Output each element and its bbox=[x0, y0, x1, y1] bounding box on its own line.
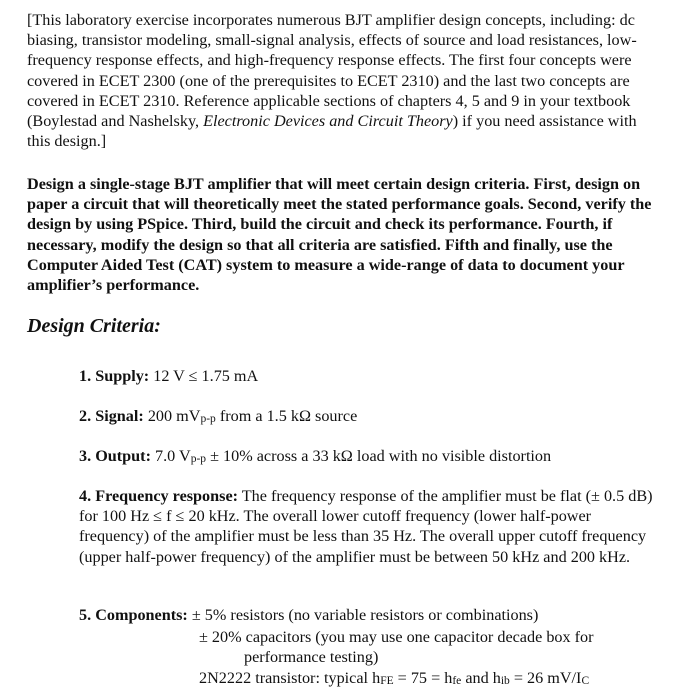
task-paragraph: Design a single-stage BJT amplifier that will meet certain design criteria. First, design on paper a circuit that will theoretically meet the stated performance goals. Second, verify the design by using PSpice. Third, build the circuit and check its performance. Fourth, if necessary, modify the design so that all criteria are satisfied. Fifth and finally, use the Computer Aided Test (CAT) system to measure a wide-range of data to document your amplifier’s performance. bbox=[27, 175, 652, 295]
criterion-label: 3. Output: bbox=[79, 447, 151, 465]
criterion-text: 12 V ≤ 1.75 mA bbox=[149, 367, 259, 385]
intro-text: [This laboratory exercise incorporates numerous BJT amplifier design concepts, including: dc biasing, transistor modeling, small-signal analysis, effects of source and load resistances, low-frequency response effects, and high-frequency response effects. The first four concepts were covered in ECET 2300 (one of the prerequisites to ECET 2310) and the last two concepts are covered in ECET 2310. Reference applicable sections of chapters 4, 5 and 9 in your textbook (Boylestad and Nashelsky, bbox=[27, 11, 637, 131]
subscript: C bbox=[581, 675, 590, 687]
criterion-label: 1. Supply: bbox=[79, 367, 150, 385]
components-capacitors-line: ± 20% capacitors (you may use one capacitor decade box for bbox=[199, 628, 594, 646]
criterion-text: from a 1.5 kΩ source bbox=[215, 407, 358, 425]
criterion-components bbox=[79, 605, 659, 625]
criterion-supply bbox=[79, 366, 659, 386]
criterion-text: = 26 mV/I bbox=[509, 669, 582, 687]
intro-paragraph bbox=[27, 10, 657, 151]
criterion-text: 7.0 V bbox=[150, 447, 191, 465]
criterion-text: ± 5% resistors (no variable resistors or combinations) bbox=[187, 606, 539, 624]
criterion-output bbox=[79, 446, 659, 469]
criterion-label: 2. Signal: bbox=[79, 407, 144, 425]
components-capacitors-cont: performance testing) bbox=[244, 648, 379, 666]
subscript: ib bbox=[500, 675, 510, 687]
criterion-text: and h bbox=[461, 669, 501, 687]
subscript: FE bbox=[380, 675, 394, 687]
criterion-text: 200 mV bbox=[143, 407, 201, 425]
criterion-label: 4. Frequency response: bbox=[79, 487, 239, 505]
criterion-label: 5. Components: bbox=[79, 606, 188, 624]
textbook-title: Electronic Devices and Circuit Theory bbox=[203, 112, 453, 131]
criterion-text: The frequency response of the amplifier must be flat (± 0.5 dB) for 100 Hz ≤ f ≤ 20 kHz. The overall lower cutoff frequency (lower half-power frequency) of the amplifier must be less than 35 Hz. The overall upper cutoff frequency (upper half-power frequency) of the amplifier must be between 50 kHz and 200 kHz. bbox=[79, 487, 653, 566]
criterion-signal bbox=[79, 406, 659, 429]
subscript: p-p bbox=[200, 413, 216, 425]
criterion-text: ± 10% across a 33 kΩ load with no visible distortion bbox=[206, 447, 552, 465]
intro-tail: ) if you need assistance with this design.] bbox=[27, 112, 637, 151]
subscript: p-p bbox=[190, 453, 207, 465]
subscript: fe bbox=[452, 675, 462, 687]
design-criteria-heading: Design Criteria: bbox=[27, 315, 161, 337]
criterion-text: 2N2222 transistor: typical h bbox=[199, 669, 381, 687]
criterion-frequency-response bbox=[79, 486, 659, 567]
components-transistor-line bbox=[199, 668, 589, 691]
criterion-text: = 75 = h bbox=[393, 669, 453, 687]
